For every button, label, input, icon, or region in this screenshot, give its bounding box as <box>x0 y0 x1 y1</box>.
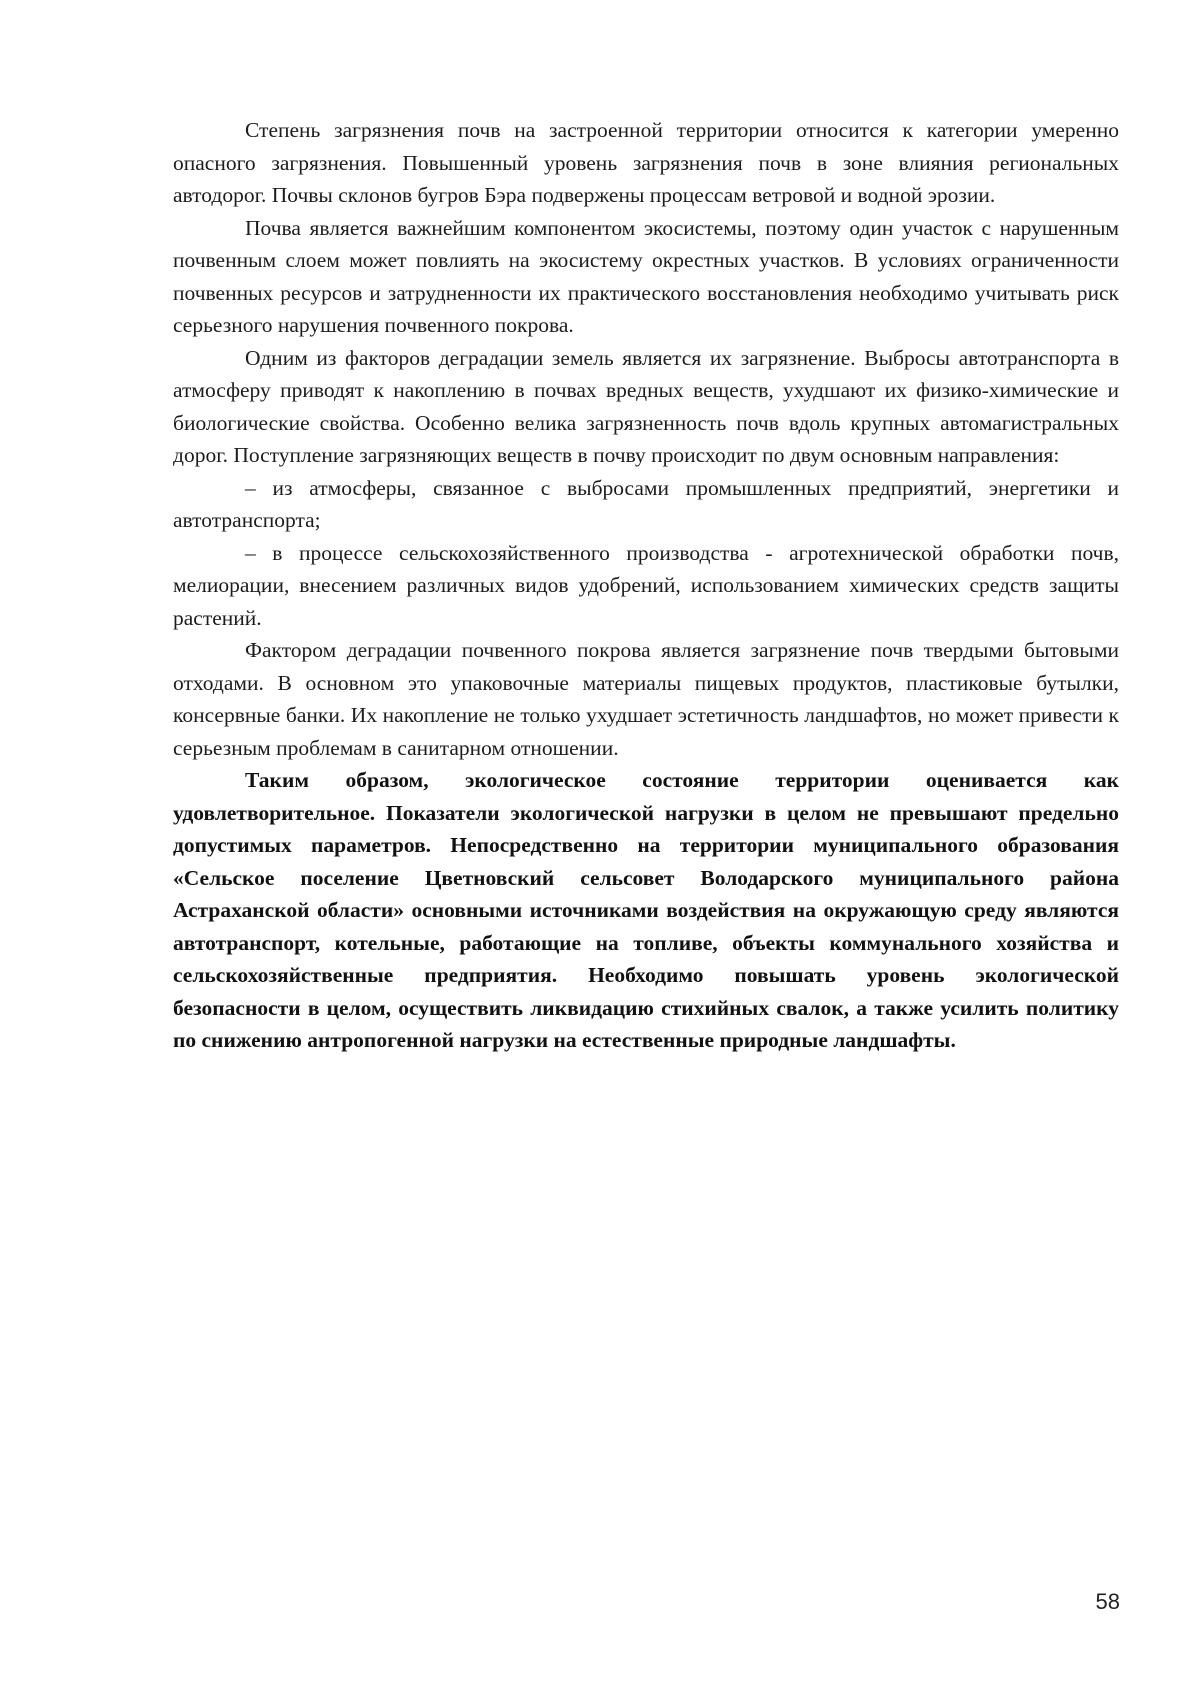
paragraph-soil-contamination-degree: Степень загрязнения почв на застроенной территории относится к категории умеренно опасного загрязнения. Повышенный уровень загрязнения почв в зоне влияния региональных автодорог. Почвы склонов бугров Бэра подвержены процессам ветровой и водной эрозии. <box>173 118 1119 207</box>
list-item-atmosphere-source: – из атмосферы, связанное с выбросами промышленных предприятий, энергетики и автотранспорта; <box>173 475 1119 532</box>
paragraph-conclusion: Таким образом, экологическое состояние территории оценивается как удовлетворительное. Показатели экологической нагрузки в целом не превышают предельно допустимых параметров. Непосредственно на территории муниципального образования «Сельское поселение Цветновский сельсовет Володарского муниципального района Астраханской области» основными источниками воздействия на окружающую среду являются автотранспорт, котельные, работающие на топливе, объекты коммунального хозяйства и сельскохозяйственные предприятия. Необходимо повышать уровень экологической безопасности в целом, осуществить ликвидацию стихийных свалок, а также усилить политику по снижению антропогенной нагрузки на естественные природные ландшафты. <box>173 768 1119 1052</box>
document-page <box>173 114 1119 1057</box>
paragraph-land-degradation-factors: Одним из факторов деградации земель является их загрязнение. Выбросы автотранспорта в атмосферу приводят к накоплению в почвах вредных веществ, ухудшают их физико-химические и биологические свойства. Особенно велика загрязненность почв вдоль крупных автомагистральных дорог. Поступление загрязняющих веществ в почву происходит по двум основным направления: <box>173 345 1119 467</box>
page-number: 58 <box>1095 1589 1120 1614</box>
paragraph-solid-waste-factor: Фактором деградации почвенного покрова является загрязнение почв твердыми бытовыми отходами. В основном это упаковочные материалы пищевых продуктов, пластиковые бутылки, консервные банки. Их накопление не только ухудшает эстетичность ландшафтов, но может привести к серьезным проблемам в санитарном отношении. <box>173 638 1119 760</box>
paragraph-soil-ecosystem-component: Почва является важнейшим компонентом экосистемы, поэтому один участок с нарушенным почвенным слоем может повлиять на экосистему окрестных участков. В условиях ограниченности почвенных ресурсов и затрудненности их практического восстановления необходимо учитывать риск серьезного нарушения почвенного покрова. <box>173 215 1119 337</box>
list-item-agriculture-source: – в процессе сельскохозяйственного производства - агротехнической обработки почв, мелиорации, внесением различных видов удобрений, использованием химических средств защиты растений. <box>173 540 1119 630</box>
